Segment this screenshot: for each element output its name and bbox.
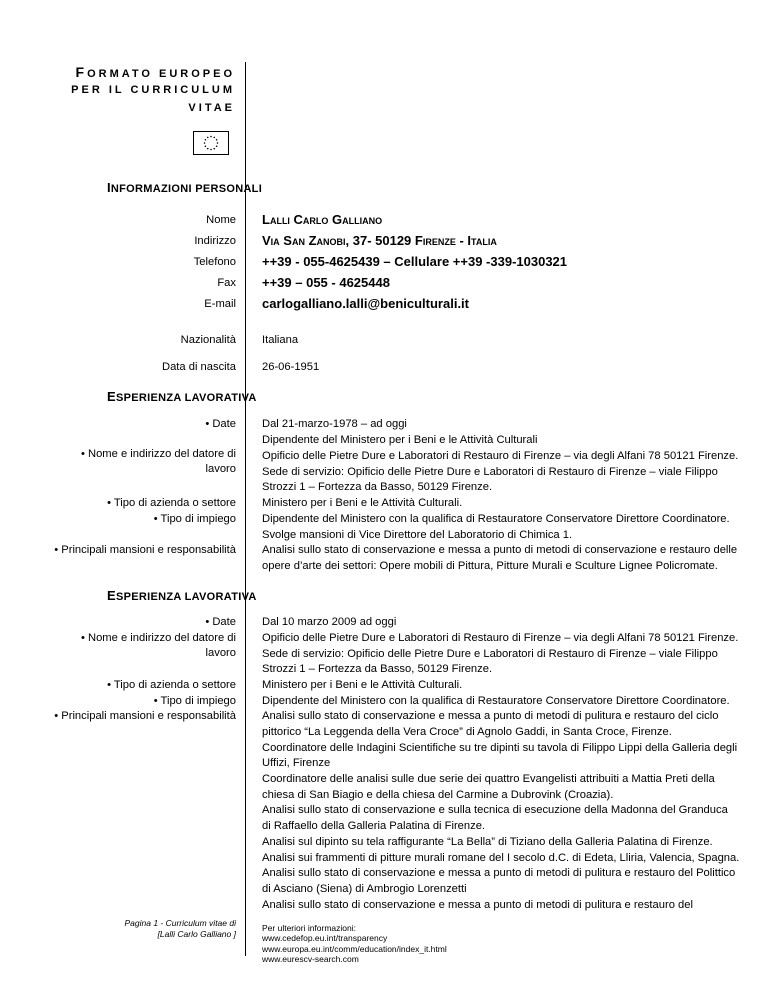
footer-link-europa[interactable]: www.europa.eu.int/comm/education/index_it.html xyxy=(262,943,447,954)
section-work-experience-1: ESPERIENZA LAVORATIVA xyxy=(107,389,257,404)
value-fax: ++39 – 055 - 4625448 xyxy=(262,275,390,290)
label-address: Indirizzo xyxy=(194,235,236,247)
detail-line: Opificio delle Pietre Dure e Laboratori di Restauro di Firenze – via degli Alfani 78 50121 Firenze. xyxy=(262,450,739,462)
footer-links xyxy=(262,923,447,964)
flag-star-icon xyxy=(204,142,206,144)
label-birthdate: Data di nascita xyxy=(161,361,236,373)
detail-line: Ministero per i Beni e le Attività Culturali. xyxy=(262,679,463,691)
vertical-divider xyxy=(245,62,246,956)
cv-title-initial: F xyxy=(75,64,88,80)
detail-line: Dipendente del Ministero con la qualifica di Restauratore Conservatore Direttore Coordinatore. xyxy=(262,513,730,525)
cv-title-line2: PER IL CURRICULUM xyxy=(71,84,235,96)
detail-line: Ministero per i Beni e le Attività Culturali. xyxy=(262,497,463,509)
detail-line: Strozzi 1 – Fortezza da Basso, 50129 Firenze. xyxy=(262,481,493,493)
flag-star-icon xyxy=(217,142,219,144)
value-birthdate: 26-06-1951 xyxy=(262,361,320,373)
flag-star-icon xyxy=(210,149,212,151)
detail-line: Opificio delle Pietre Dure e Laboratori di Restauro di Firenze – via degli Alfani 78 50121 Firenze. xyxy=(262,632,739,644)
label-duties-1: • Principali mansioni e responsabilità xyxy=(54,544,236,556)
label-employer-2a: • Nome e indirizzo del datore di xyxy=(80,632,236,644)
detail-line: Analisi sullo stato di conservazione e sulla tecnica di esecuzione della Madonna del Granduca xyxy=(262,804,728,816)
value-email: carlogalliano.lalli@beniculturali.it xyxy=(262,296,469,311)
detail-line: Coordinatore delle Indagini Scientifiche su tre dipinti su tavola di Filippo Lippi della Galleria degli xyxy=(262,742,738,754)
footer-link-eurescv[interactable]: www.eurescv-search.com xyxy=(262,953,359,964)
detail-line: opere d’arte dei settori: Opere mobili di Pittura, Pitture Murali e Sculture Lignee Policromate. xyxy=(262,560,718,572)
detail-line: Strozzi 1 – Fortezza da Basso, 50129 Firenze. xyxy=(262,663,493,675)
detail-line: chiesa di San Biagio e della chiesa del Carmine a Dubrovink (Croazia). xyxy=(262,789,614,801)
detail-line: Dipendente del Ministero con la qualifica di Restauratore Conservatore Direttore Coordinatore. xyxy=(262,695,730,707)
cv-title-line3: VITAE xyxy=(188,102,235,114)
footer-cv-owner: [Lalli Carlo Galliano ] xyxy=(157,929,236,939)
flag-star-icon xyxy=(205,145,207,147)
label-sector-2: • Tipo di azienda o settore xyxy=(107,679,236,691)
detail-line: Dal 21-marzo-1978 – ad oggi xyxy=(262,418,407,430)
cv-title-rest: ORMATO EUROPEO xyxy=(87,68,235,80)
eu-flag-icon xyxy=(193,131,229,155)
detail-line: Coordinatore delle analisi sulle due serie dei quattro Evangelisti attribuiti a Mattia Preti della xyxy=(262,773,715,785)
flag-star-icon xyxy=(207,148,209,150)
cv-title-line1 xyxy=(76,64,236,82)
detail-line: Analisi sullo stato di conservazione e messa a punto di metodi di pulitura e restauro del xyxy=(262,899,693,911)
detail-line: Dal 10 marzo 2009 ad oggi xyxy=(262,616,397,628)
label-duties-2: • Principali mansioni e responsabilità xyxy=(54,710,236,722)
detail-line: Dipendente del Ministero per i Beni e le Attività Culturali xyxy=(262,434,538,446)
footer-link-cedefop[interactable]: www.cedefop.eu.int/transparency xyxy=(262,933,388,944)
label-employer-1a: • Nome e indirizzo del datore di xyxy=(80,448,236,460)
label-employer-2b: lavoro xyxy=(205,647,236,659)
detail-line: Analisi sul dipinto su tela raffigurante “La Bella” di Tiziano della Galleria Palatina di Firenze. xyxy=(262,836,713,848)
label-fax: Fax xyxy=(217,277,236,289)
flag-star-icon xyxy=(216,145,218,147)
value-phone: ++39 - 055-4625439 – Cellulare ++39 -339-1030321 xyxy=(262,254,568,269)
label-email: E-mail xyxy=(204,298,236,310)
label-date-2: • Date xyxy=(205,616,236,628)
label-date-1: • Date xyxy=(205,418,236,430)
label-phone: Telefono xyxy=(193,256,236,268)
detail-line: Analisi sullo stato di conservazione e messa a punto di metodi di conservazione e restauro delle xyxy=(262,544,738,556)
flag-star-icon xyxy=(210,136,212,138)
detail-line: di Asciano (Siena) di Ambrogio Lorenzetti xyxy=(262,883,467,895)
label-job-type-2: • Tipo di impiego xyxy=(153,695,236,707)
detail-line: Sede di servizio: Opificio delle Pietre Dure e Laboratori di Restauro di Firenze – viale Filippo xyxy=(262,466,718,478)
flag-star-icon xyxy=(213,137,215,139)
label-sector-1: • Tipo di azienda o settore xyxy=(107,497,236,509)
detail-line: Analisi sullo stato di conservazione e messa a punto di metodi di pulitura e restauro del ciclo xyxy=(262,710,719,722)
detail-line: Analisi sullo stato di conservazione e messa a punto di metodi di pulitura e restauro del Polittico xyxy=(262,867,736,879)
detail-line: pittorico “La Leggenda della Vera Croce” di Agnolo Gaddi, in Santa Croce, Firenze. xyxy=(262,726,672,738)
footer-page-number: Pagina 1 - Curriculum vitae di xyxy=(124,918,236,928)
detail-line: Svolge mansioni di Vice Direttore del Laboratorio di Chimica 1. xyxy=(262,529,573,541)
flag-star-icon xyxy=(216,139,218,141)
value-nationality: Italiana xyxy=(262,334,299,346)
label-nationality: Nazionalità xyxy=(180,334,236,346)
label-name: Nome xyxy=(206,214,236,226)
label-job-type-1: • Tipo di impiego xyxy=(153,513,236,525)
flag-star-icon xyxy=(207,137,209,139)
footer-page-info xyxy=(125,918,237,940)
value-address: Via San Zanobi, 37- 50129 Firenze - Italia xyxy=(262,233,497,248)
detail-line: di Raffaello della Galleria Palatina di Firenze. xyxy=(262,820,486,832)
section-work-experience-2: ESPERIENZA LAVORATIVA xyxy=(107,588,257,603)
detail-line: Analisi sui frammenti di pitture murali romane del I secolo d.C. di Edeta, Lliria, Valencia, Spagna. xyxy=(262,852,740,864)
value-name: Lalli Carlo Galliano xyxy=(262,212,383,227)
flag-star-icon xyxy=(205,139,207,141)
detail-line: Sede di servizio: Opificio delle Pietre Dure e Laboratori di Restauro di Firenze – viale Filippo xyxy=(262,648,718,660)
flag-star-icon xyxy=(213,148,215,150)
label-employer-1b: lavoro xyxy=(205,463,236,475)
detail-line: Uffizi, Firenze xyxy=(262,757,331,769)
section-personal-info: INFORMAZIONI PERSONALI xyxy=(107,180,263,195)
footer-info-label: Per ulteriori informazioni: xyxy=(262,923,357,933)
